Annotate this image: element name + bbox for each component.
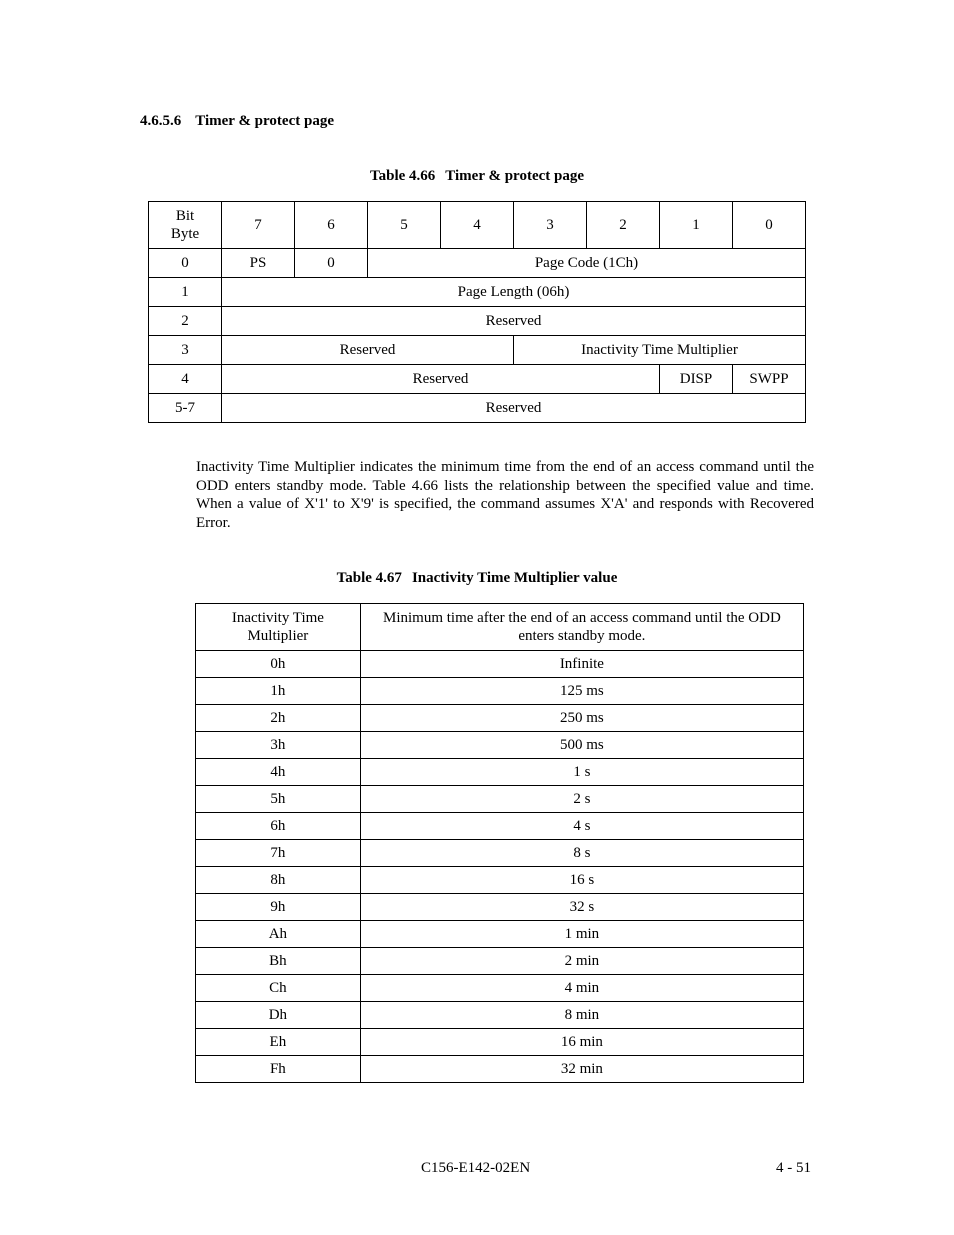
page-length-cell: Page Length (06h) [222,278,806,307]
bit-header: 1 [660,202,733,249]
byte-cell: 0 [149,249,222,278]
time-cell: Infinite [360,651,803,678]
multiplier-cell: Dh [196,1002,361,1029]
bit-header: 3 [514,202,587,249]
bit-header: 0 [733,202,806,249]
section-heading [140,113,334,130]
table-row [196,813,804,840]
multiplier-cell: 1h [196,678,361,705]
table-row [196,705,804,732]
table-row [196,867,804,894]
table-row [149,394,806,423]
table-row [196,786,804,813]
multiplier-cell: 6h [196,813,361,840]
table-row [149,249,806,278]
table-row [196,975,804,1002]
multiplier-cell: 8h [196,867,361,894]
multiplier-cell: 9h [196,894,361,921]
time-cell: 125 ms [360,678,803,705]
table-row [196,894,804,921]
time-cell: 1 s [360,759,803,786]
reserved-cell: Reserved [222,365,660,394]
table-row [196,1029,804,1056]
multiplier-cell: 0h [196,651,361,678]
byte-cell: 1 [149,278,222,307]
time-cell: 16 min [360,1029,803,1056]
table1-caption-title: Timer & protect page [445,168,585,184]
time-cell: 2 s [360,786,803,813]
table-row [196,678,804,705]
bit-byte-cell: Bit Byte [149,202,222,249]
time-cell: 2 min [360,948,803,975]
table2-header-row [196,604,804,651]
multiplier-cell: 5h [196,786,361,813]
reserved-cell: Reserved [222,394,806,423]
zero-cell: 0 [295,249,368,278]
table-row [196,732,804,759]
ps-cell: PS [222,249,295,278]
time-cell: 32 s [360,894,803,921]
multiplier-cell: Ah [196,921,361,948]
table-row [196,948,804,975]
table-row [196,1002,804,1029]
table1-header-row [149,202,806,249]
footer-page-number: 4 - 51 [776,1160,811,1176]
min-time-header: Minimum time after the end of an access command until the ODD enters standby mode. [360,604,803,651]
section-title: Timer & protect page [195,113,334,129]
multiplier-cell: 3h [196,732,361,759]
section-number: 4.6.5.6 [140,113,182,129]
multiplier-cell: Ch [196,975,361,1002]
table-row [149,336,806,365]
table-row [196,651,804,678]
table-row [196,840,804,867]
table1-caption-number: Table 4.66 [369,168,436,184]
byte-cell: 3 [149,336,222,365]
bit-header: 4 [441,202,514,249]
table-row [149,307,806,336]
time-cell: 8 s [360,840,803,867]
multiplier-cell: Bh [196,948,361,975]
time-cell: 4 s [360,813,803,840]
multiplier-cell: 2h [196,705,361,732]
time-cell: 500 ms [360,732,803,759]
table2-caption-title: Inactivity Time Multiplier value [411,570,618,586]
bit-header: 6 [295,202,368,249]
table2-caption-number: Table 4.67 [336,570,402,586]
bit-header: 7 [222,202,295,249]
table1-caption [0,168,954,185]
description-paragraph: Inactivity Time Multiplier indicates the minimum time from the end of an access command until the ODD enters standby mode. Table 4.66 lists the relationship between the specified value and time. When a value of X'1' to X'9' is specified, the command assumes X'A' and responds with Recovered Error. [196,459,814,531]
time-cell: 16 s [360,867,803,894]
multiplier-header: Inactivity Time Multiplier [196,604,361,651]
page-code-cell: Page Code (1Ch) [368,249,806,278]
byte-cell: 4 [149,365,222,394]
bit-header: 2 [587,202,660,249]
table-row [149,278,806,307]
table-row [196,1056,804,1083]
swpp-cell: SWPP [733,365,806,394]
time-cell: 1 min [360,921,803,948]
inactivity-time-multiplier-cell: Inactivity Time Multiplier [514,336,806,365]
time-cell: 250 ms [360,705,803,732]
timer-protect-page-table [148,201,806,423]
table2-caption [0,570,954,587]
reserved-cell: Reserved [222,307,806,336]
multiplier-cell: 4h [196,759,361,786]
reserved-cell: Reserved [222,336,514,365]
table-row [196,921,804,948]
time-cell: 8 min [360,1002,803,1029]
multiplier-cell: 7h [196,840,361,867]
bit-header: 5 [368,202,441,249]
footer-doc-id: C156-E142-02EN [421,1160,531,1176]
table-row [196,759,804,786]
inactivity-time-multiplier-table [195,603,804,1083]
disp-cell: DISP [660,365,733,394]
time-cell: 32 min [360,1056,803,1083]
table-row [149,365,806,394]
multiplier-cell: Fh [196,1056,361,1083]
time-cell: 4 min [360,975,803,1002]
byte-cell: 5-7 [149,394,222,423]
byte-cell: 2 [149,307,222,336]
multiplier-cell: Eh [196,1029,361,1056]
